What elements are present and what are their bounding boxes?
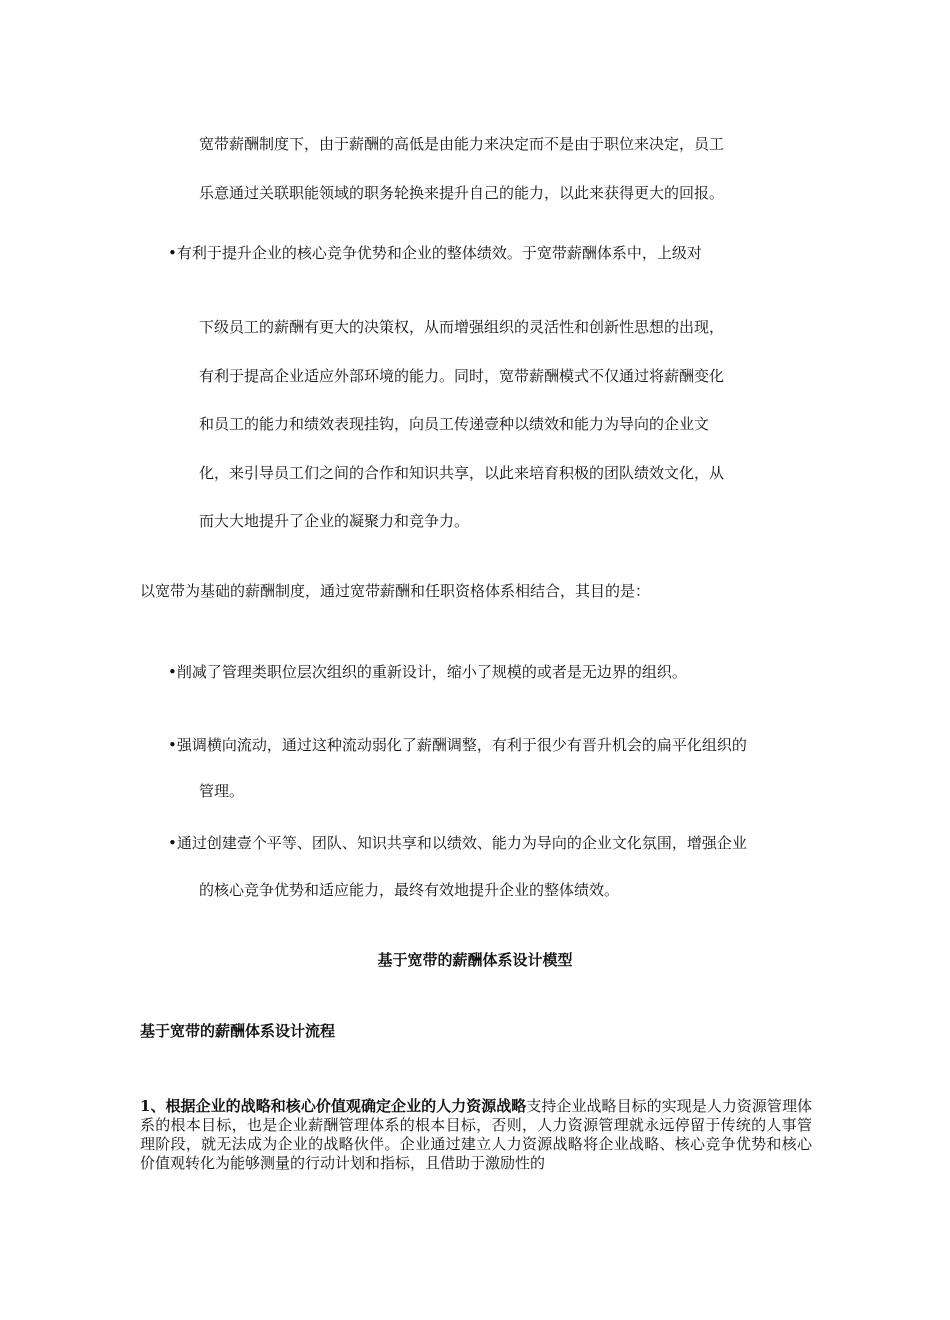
bullet-item-first-line: •有利于提升企业的核心竞争优势和企业的整体绩效。于宽带薪酬体系中，上级对 [168, 244, 702, 262]
intro-paragraph: 以宽带为基础的薪酬制度，通过宽带薪酬和任职资格体系相结合，其目的是： [140, 582, 651, 600]
goal-item: •通过创建壹个平等、团队、知识共享和以绩效、能力为导向的企业文化氛围，增强企业 [168, 834, 747, 852]
step-paragraph [140, 1097, 812, 1173]
paragraph-line: 乐意通过关联职能领域的职务轮换来提升自己的能力，以此来获得更大的回报。 [199, 184, 725, 202]
bullet-item-line: 和员工的能力和绩效表现挂钩，向员工传递壹种以绩效和能力为导向的企业文 [199, 415, 710, 433]
goal-item: •削减了管理类职位层次组织的重新设计，缩小了规模的或者是无边界的组织。 [168, 663, 687, 681]
bullet-item-line: 而大大地提升了企业的凝聚力和竞争力。 [199, 512, 470, 530]
step-body: 支持企业战略目标的实现是人力资源管理体系的根本目标，也是企业薪酬管理体系的根本目标，否则，人力资源管理就永远停留于传统的人事管理阶段，就无法成为企业的战略伙伴。企业通过建立人力资源战略将企业战略、核心竞争优势和核心价值观转化为能够测量的行动计划和指标，且借助于激励性的 [140, 1097, 812, 1172]
step-title: 1、根据企业的战略和核心价值观确定企业的人力资源战略 [140, 1097, 527, 1115]
goal-item: •强调横向流动，通过这种流动弱化了薪酬调整，有利于很少有晋升机会的扁平化组织的 [168, 736, 747, 754]
paragraph-line: 宽带薪酬制度下，由于薪酬的高低是由能力来决定而不是由于职位来决定，员工 [199, 135, 725, 153]
goal-item-line: 的核心竞争优势和适应能力，最终有效地提升企业的整体绩效。 [199, 881, 620, 899]
section-heading-centered: 基于宽带的薪酬体系设计模型 [377, 951, 573, 969]
bullet-item-line: 有利于提高企业适应外部环境的能力。同时，宽带薪酬模式不仅通过将薪酬变化 [199, 367, 725, 385]
bullet-item-line: 化，来引导员工们之间的合作和知识共享，以此来培育积极的团队绩效文化，从 [199, 464, 725, 482]
bullet-item-line: 下级员工的薪酬有更大的决策权，从而增强组织的灵活性和创新性思想的出现， [199, 318, 725, 336]
goal-item-line: 管理。 [199, 782, 245, 800]
section-heading: 基于宽带的薪酬体系设计流程 [140, 1022, 336, 1040]
